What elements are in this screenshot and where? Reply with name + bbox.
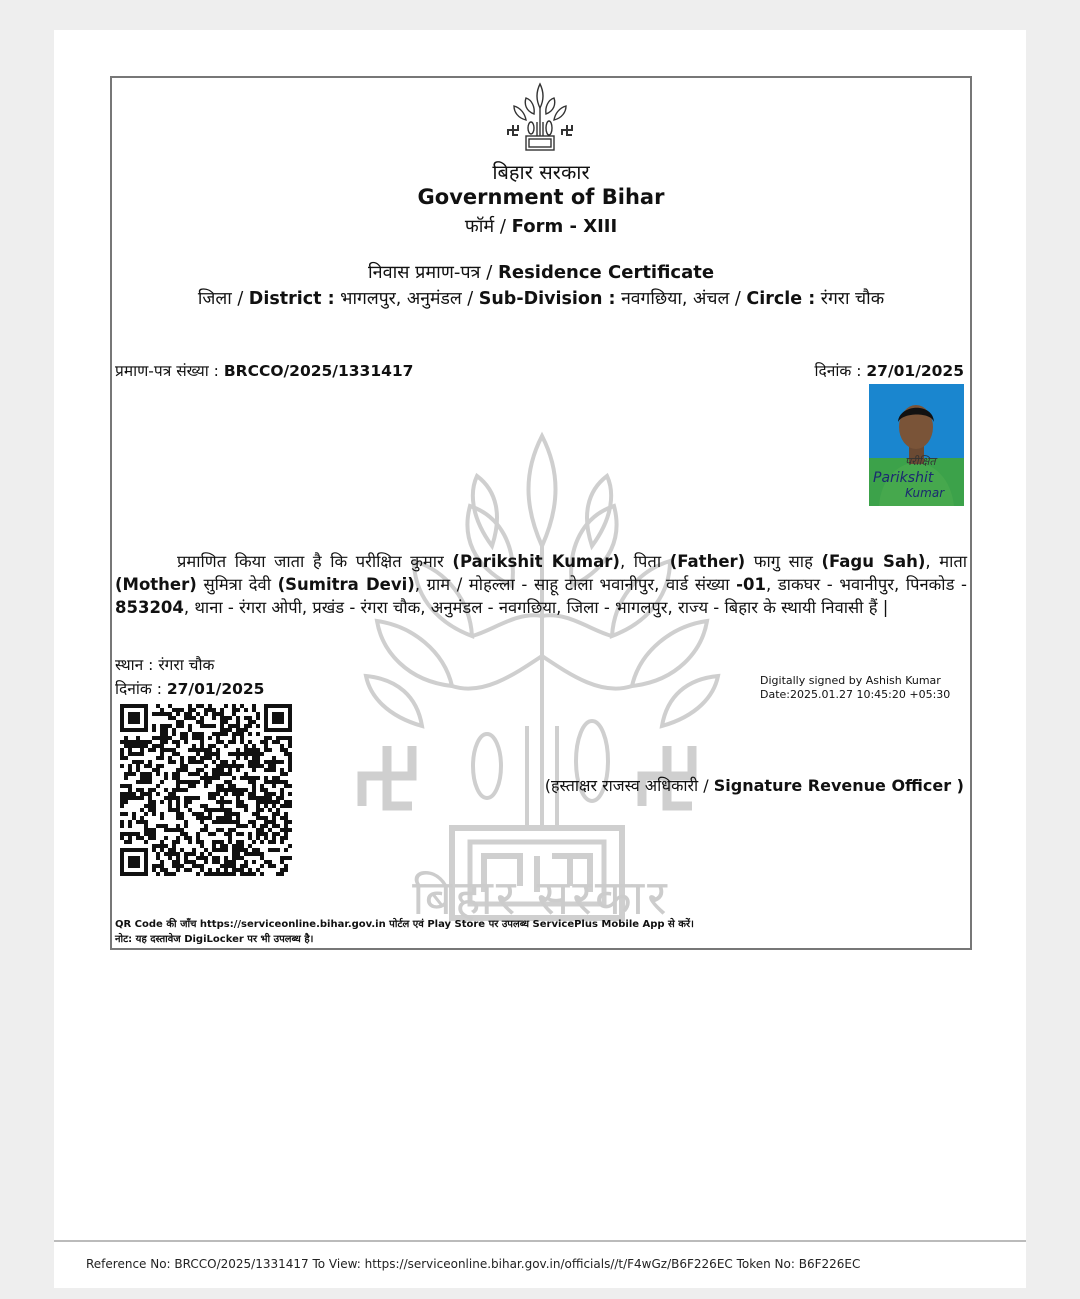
- place-label: स्थान :: [115, 656, 154, 674]
- body-text-6: , थाना - रंगरा ओपी, प्रखंड - रंगरा चौक, अनुमंडल - नवगछिया, जिला - भागलपुर, राज्य - बिहार के स्थायी निवासी हैं |: [183, 598, 889, 617]
- digital-signature: [760, 674, 950, 702]
- signature-label-english: Signature Revenue Officer ): [713, 776, 964, 795]
- circle-value: रंगरा चौक: [820, 289, 885, 309]
- certificate-title-english: Residence Certificate: [498, 262, 715, 283]
- body-text-1: प्रमाणित किया जाता है कि परीक्षित कुमार: [177, 552, 444, 571]
- mother-label: (Mother): [115, 575, 197, 594]
- applicant-photo: [869, 384, 964, 506]
- gov-title-english: Government of Bihar: [417, 185, 665, 209]
- form-label-english: Form - XIII: [511, 216, 618, 237]
- body-text-4: , ग्राम / मोहल्ला - साहू टोला भवानीपुर, वार्ड संख्या: [414, 575, 730, 594]
- ward-number: -01: [736, 575, 766, 594]
- subdivision-value: नवगछिया, अंचल /: [621, 289, 741, 309]
- gov-title-hindi: बिहार सरकार: [492, 160, 590, 184]
- issue-date-label: दिनांक :: [115, 680, 162, 698]
- digilocker-note: नोट: यह दस्तावेज DigiLocker पर भी उपलब्ध है।: [115, 934, 314, 945]
- father-name-hindi: फागु साह: [753, 552, 813, 571]
- photo-handwritten-hindi: परीक्षित: [905, 455, 936, 468]
- photo-handwritten-name: Parikshit: [873, 470, 934, 486]
- bihar-emblem-icon: [504, 78, 576, 154]
- footer-separator: [54, 1240, 1026, 1242]
- place-line: [115, 653, 214, 675]
- certificate-date: [815, 359, 964, 381]
- mother-name-english: (Sumitra Devi): [277, 575, 415, 594]
- subdivision-label: Sub-Division :: [478, 289, 616, 309]
- qr-verification-note: QR Code की जाँच https://serviceonline.bihar.gov.in पोर्टल एवं Play Store पर उपलब्ध ServicePlus Mobile App से करें।: [115, 919, 694, 930]
- signature-label: [545, 774, 964, 796]
- certificate-date-value: 27/01/2025: [866, 362, 964, 380]
- body-text-5: , डाकघर - भवानीपुर, पिनकोड -: [765, 575, 967, 594]
- place-value: रंगरा चौक: [158, 656, 215, 674]
- pincode: 853204: [115, 598, 184, 617]
- digital-signature-signer: Digitally signed by Ashish Kumar: [760, 674, 941, 687]
- district-label: District :: [248, 289, 335, 309]
- issue-date-value: 27/01/2025: [166, 680, 265, 698]
- location-line: [112, 286, 970, 310]
- body-text-2: , पिता: [619, 552, 662, 571]
- certificate-frame: [110, 76, 972, 950]
- certificate-number: [115, 359, 413, 381]
- verification-qr-code[interactable]: [120, 704, 292, 876]
- father-name-english: (Fagu Sah): [821, 552, 926, 571]
- document-page: [54, 30, 1026, 1288]
- circle-label: Circle :: [746, 289, 816, 309]
- district-value: भागलपुर, अनुमंडल /: [340, 289, 474, 309]
- form-number: [112, 214, 970, 238]
- mother-name-hindi: सुमित्रा देवी: [203, 575, 271, 594]
- certification-paragraph: [115, 550, 967, 619]
- father-label: (Father): [669, 552, 746, 571]
- certificate-date-label: दिनांक :: [814, 362, 862, 380]
- reference-footer: Reference No: BRCCO/2025/1331417 To View: https://serviceonline.bihar.gov.in/officials//t/F4wGz/B6F226EC Token No: B6F226EC: [86, 1257, 861, 1271]
- certificate-title: [112, 260, 970, 284]
- district-label-hindi: जिला /: [197, 289, 244, 309]
- form-label-hindi: फॉर्म /: [464, 216, 506, 237]
- body-text-3: , माता: [925, 552, 968, 571]
- issue-date-line: [115, 677, 264, 699]
- photo-handwritten-surname: Kumar: [905, 486, 945, 500]
- bihar-emblem-watermark-icon: [352, 396, 732, 926]
- certificate-title-hindi: निवास प्रमाण-पत्र /: [367, 262, 493, 283]
- digital-signature-date: Date:2025.01.27 10:45:20 +05:30: [760, 688, 951, 701]
- watermark-text: बिहार सरकार: [412, 870, 670, 926]
- certificate-number-value: BRCCO/2025/1331417: [223, 362, 414, 380]
- certificate-number-label: प्रमाण-पत्र संख्या :: [115, 362, 219, 380]
- applicant-name-english: (Parikshit Kumar): [452, 552, 620, 571]
- signature-label-hindi: (हस्ताक्षर राजस्व अधिकारी /: [544, 776, 709, 795]
